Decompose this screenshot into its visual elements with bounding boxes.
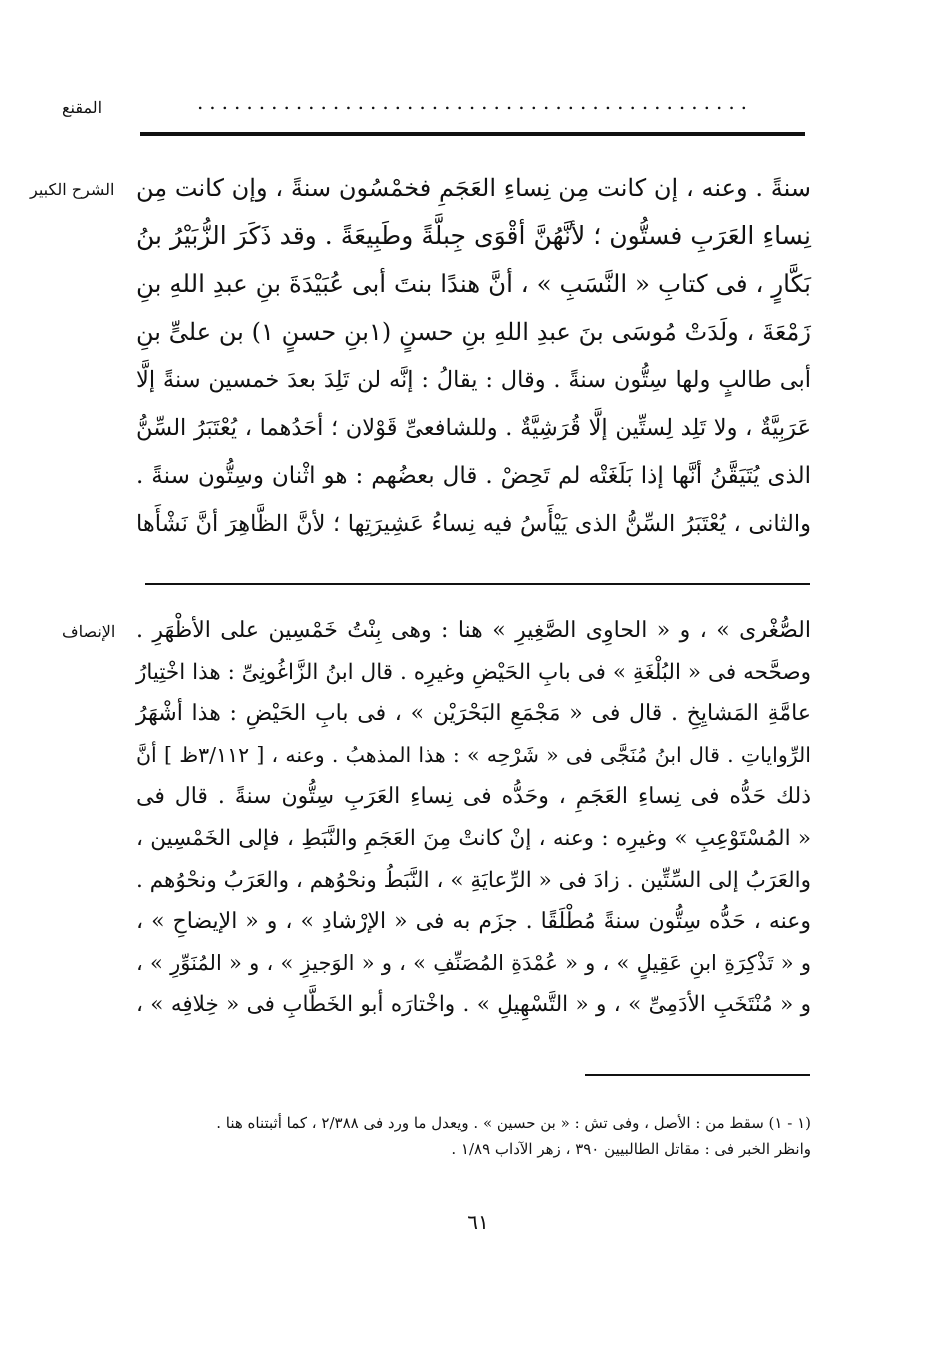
- sharh-line: والثانى ، يُعْتَبَرُ السِّنُّ الذى يَيْأَسُ فيه نِساءُ عَشِيرَتِها ؛ لأنَّ الظَّاهِرَ أنَّ نَشْأَها: [136, 511, 811, 537]
- insaf-line: الصُّغْرى » ، و « الحاوِى الصَّغِيرِ » هنا : وهى بِنْتُ خَمْسِين على الأظْهَرِ .: [136, 618, 811, 643]
- insaf-line: « المُسْتَوْعِبِ » وغيرِه : وعنه ، إنْ كانتْ مِنَ العَجَمِ والنَّبَطِ ، فإلى الخَمْسِين ،: [136, 825, 811, 851]
- sharh-line: أبى طالبٍ ولها سِتُّون سنةً . وقال : يقالُ : إنَّه لن تَلِدَ بعدَ خمسين سنةً إلَّا: [136, 367, 811, 393]
- header-rule: [140, 132, 805, 136]
- book-title-label: المقنع: [62, 98, 103, 117]
- sharh-section-label: الشرح الكبير: [30, 180, 115, 199]
- insaf-line: و « مُنْتَخَبِ الأدَمِىِّ » ، و « التَّسْهِيلِ » . واخْتارَه أبو الخَطَّابِ فى « خِلافِه » ،: [136, 992, 811, 1018]
- footnote-divider: [585, 1074, 810, 1076]
- sharh-line: سنةً . وعنه ، إن كانت مِن نِساءِ العَجَمِ فخمْسُون سنةً ، وإن كانت مِن: [136, 174, 811, 202]
- insaf-text-block: [136, 610, 811, 1026]
- sharh-line: نِساءِ العَرَبِ فستُّون ؛ لأنَّهُنَّ أقْوَى جِبلَّةً وطَبِيعَةً . وقد ذَكَرَ الزُّبَيْرُ بنُ: [136, 221, 811, 250]
- header-dotted-line: .............................................: [196, 92, 754, 112]
- sharh-line: الذى يُتَيَقَّنُ أنَّها إذا بَلَغَتْه لم تَحِضْ . قال بعضُهم : هو اثْنان وسِتُّون سنةً .: [136, 463, 811, 489]
- sharh-line: زَمْعَةَ ، ولَدَتْ مُوسَى بنَ عبدِ اللهِ بنِ حسنٍ (١بنِ حسنٍ ١) بن علىٍّ بنِ: [136, 318, 811, 346]
- insaf-line: والعَرَبُ إلى السِّتِّين . زادَ فى « الرِّعايَةِ » ، النَّبَطُ ونحْوُهم ، والعَرَبُ ونحْوُهم .: [136, 867, 811, 893]
- footnote-line: (١ - ١) سقط من : الأصل ، وفى تش : « بن حسين » . ويعدل ما ورد فى ٢/٣٨٨ ، كما أثبتناه هنا .: [216, 1114, 811, 1132]
- sharh-line: بَكَّارٍ ، فى كتابِ « النَّسَبِ » ، أنَّ هندًا بنتَ أبى عُبَيْدَةَ بنِ عبدِ اللهِ بنِ: [136, 269, 811, 298]
- insaf-line: وصحَّحه فى « البُلْغَةِ » فى بابِ الحَيْضِ وغيرِه . قال ابنُ الزَّاغُونِىِّ : هذا اخْتِيارُ: [136, 659, 811, 685]
- insaf-line: و « تَذْكِرَةِ ابنِ عَقِيلٍ » ، و « عُمْدَةِ المُصَنِّفِ » ، و « الوَجيزِ » ، و « المُنَوِّرِ » ،: [136, 950, 811, 975]
- insaf-line: الرِّواياتِ . قال ابنُ مُنَجَّى فى « شَرْحِه » : هذا المذهبُ . وعنه ، [ ٣/١١٢ظ ] أنَّ: [136, 742, 811, 767]
- insaf-section-label: الإنصاف: [62, 622, 116, 641]
- sharh-text-block: [136, 164, 811, 548]
- insaf-line: وعنه ، حَدُّه سِتُّون سنةً مُطْلَقًا . جزَم به فى « الإرْشادِ » ، و « الإيضاحِ » ،: [136, 909, 811, 935]
- insaf-line: ذلك حَدُّه فى نِساءِ العَجَمِ ، وحَدُّه فى نِساءِ العَرَبِ سِتُّون سنةً . قال فى: [136, 784, 811, 810]
- sharh-line: عَرَبِيَّةٌ ، ولا تَلِد لِستِّين إلَّا قُرَشِيَّةٌ . وللشافعىِّ قَوْلان ؛ أحَدُهما ، يُعْتَبَرُ السِّنُّ: [136, 415, 811, 441]
- footnotes-block: [146, 1110, 811, 1162]
- insaf-line: عامَّةِ المَشايِخِ . قال فى « مَجْمَعِ البَحْرَيْن » ، فى بابِ الحَيْضِ : هذا أشْهَرُ: [136, 701, 811, 727]
- page-number: ٦١: [467, 1210, 489, 1234]
- footnote-line: وانظر الخبر فى : مقاتل الطالبيين ٣٩٠ ، زهر الآداب ١/٨٩ .: [451, 1140, 811, 1158]
- section-divider: [145, 583, 810, 585]
